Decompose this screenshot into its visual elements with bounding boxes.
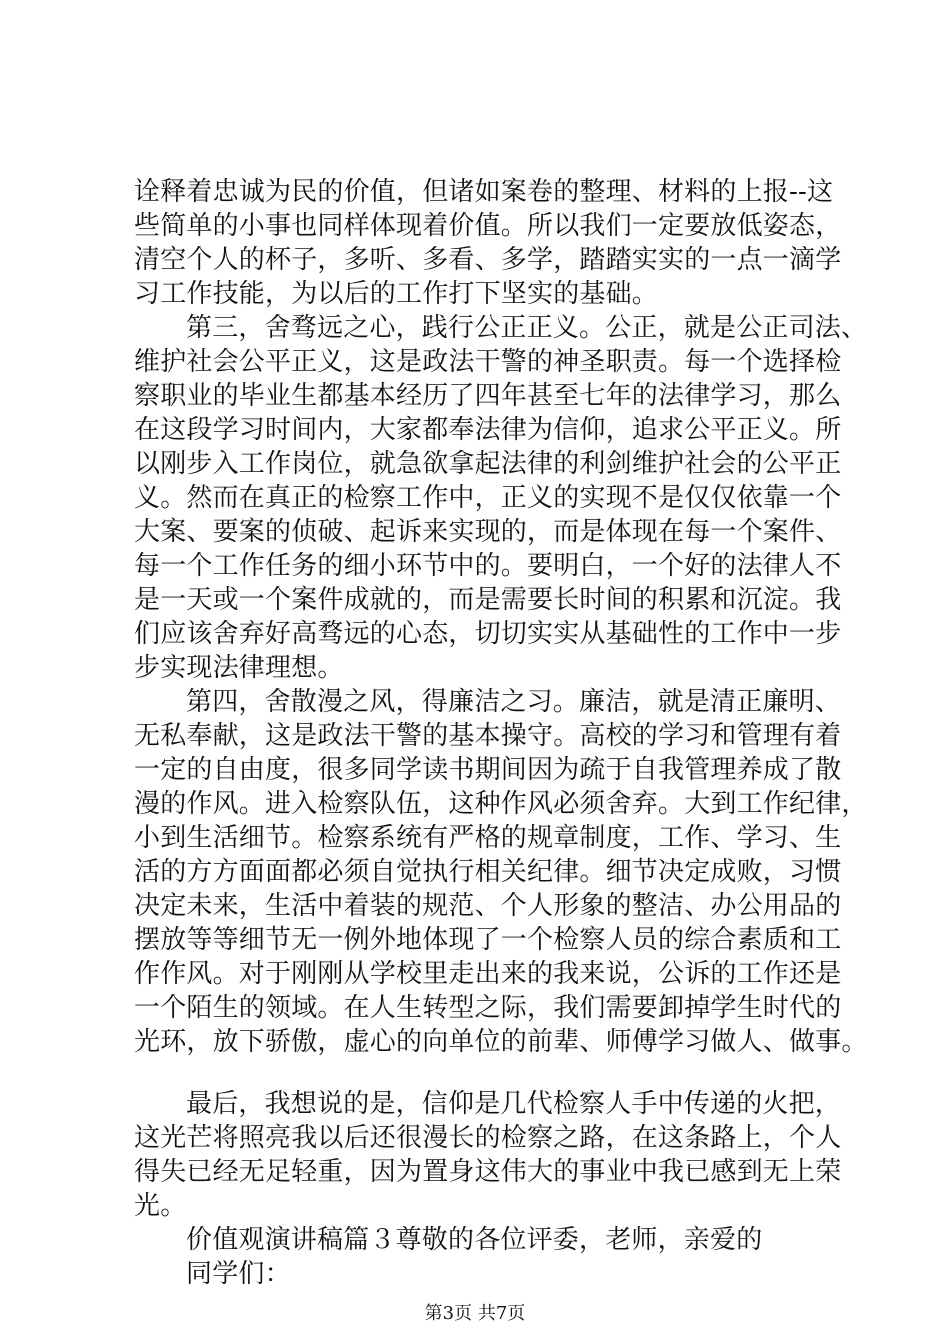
text-line: 习工作技能，为以后的工作打下坚实的基础。 xyxy=(134,279,659,309)
text-line: 一个陌生的领域。在人生转型之际，我们需要卸掉学生时代的 xyxy=(134,993,842,1023)
text-line: 无私奉献，这是政法干警的基本操守。高校的学习和管理有着 xyxy=(134,721,842,751)
paragraph-start-line: 最后，我想说的是，信仰是几代检察人手中传递的火把， xyxy=(186,1089,842,1119)
paragraph-start-line: 第三，舍骛远之心，践行公正正义。公正，就是公正司法、 xyxy=(186,313,868,343)
text-line: 维护社会公平正义，这是政法干警的神圣职责。每一个选择检 xyxy=(134,347,842,377)
text-line: 光。 xyxy=(134,1191,187,1221)
paragraph-start-line: 第四，舍散漫之风，得廉洁之习。廉洁，就是清正廉明、 xyxy=(186,687,842,717)
text-line: 步实现法律理想。 xyxy=(134,653,344,683)
text-line: 摆放等等细节无一例外地体现了一个检察人员的综合素质和工 xyxy=(134,925,842,955)
text-line: 活的方方面面都必须自觉执行相关纪律。细节决定成败，习惯 xyxy=(134,857,842,887)
text-line: 义。然而在真正的检察工作中，正义的实现不是仅仅依靠一个 xyxy=(134,483,842,513)
text-line: 诠释着忠诚为民的价值，但诸如案卷的整理、材料的上报--这 xyxy=(134,177,834,207)
text-line: 察职业的毕业生都基本经历了四年甚至七年的法律学习，那么 xyxy=(134,381,842,411)
text-line: 每一个工作任务的细小环节中的。要明白，一个好的法律人不 xyxy=(134,551,842,581)
speech-title-line: 价值观演讲稿篇３尊敬的各位评委，老师，亲爱的 xyxy=(186,1225,763,1255)
text-line: 是一天或一个案件成就的，而是需要长时间的积累和沉淀。我 xyxy=(134,585,842,615)
text-line: 这光芒将照亮我以后还很漫长的检察之路，在这条路上，个人 xyxy=(134,1123,842,1153)
text-line: 们应该舍弃好高骛远的心态，切切实实从基础性的工作中一步 xyxy=(134,619,842,649)
text-line: 清空个人的杯子，多听、多看、多学，踏踏实实的一点一滴学 xyxy=(134,245,842,275)
text-line: 在这段学习时间内，大家都奉法律为信仰，追求公平正义。所 xyxy=(134,415,842,445)
salutation-line: 同学们： xyxy=(186,1259,291,1289)
text-line: 得失已经无足轻重，因为置身这伟大的事业中我已感到无上荣 xyxy=(134,1157,842,1187)
text-line: 漫的作风。进入检察队伍，这种作风必须舍弃。大到工作纪律， xyxy=(134,789,868,819)
text-line: 小到生活细节。检察系统有严格的规章制度，工作、学习、生 xyxy=(134,823,842,853)
text-line: 大案、要案的侦破、起诉来实现的，而是体现在每一个案件、 xyxy=(134,517,842,547)
page-footer: 第3页 共7页 xyxy=(424,1303,526,1324)
text-line: 些简单的小事也同样体现着价值。所以我们一定要放低姿态， xyxy=(134,211,842,241)
text-line: 光环，放下骄傲，虚心的向单位的前辈、师傅学习做人、做事。 xyxy=(134,1027,868,1057)
text-line: 一定的自由度，很多同学读书期间因为疏于自我管理养成了散 xyxy=(134,755,842,785)
text-line: 以刚步入工作岗位，就急欲拿起法律的利剑维护社会的公平正 xyxy=(134,449,842,479)
text-line: 决定未来，生活中着装的规范、个人形象的整洁、办公用品的 xyxy=(134,891,842,921)
text-line: 作作风。对于刚刚从学校里走出来的我来说，公诉的工作还是 xyxy=(134,959,842,989)
